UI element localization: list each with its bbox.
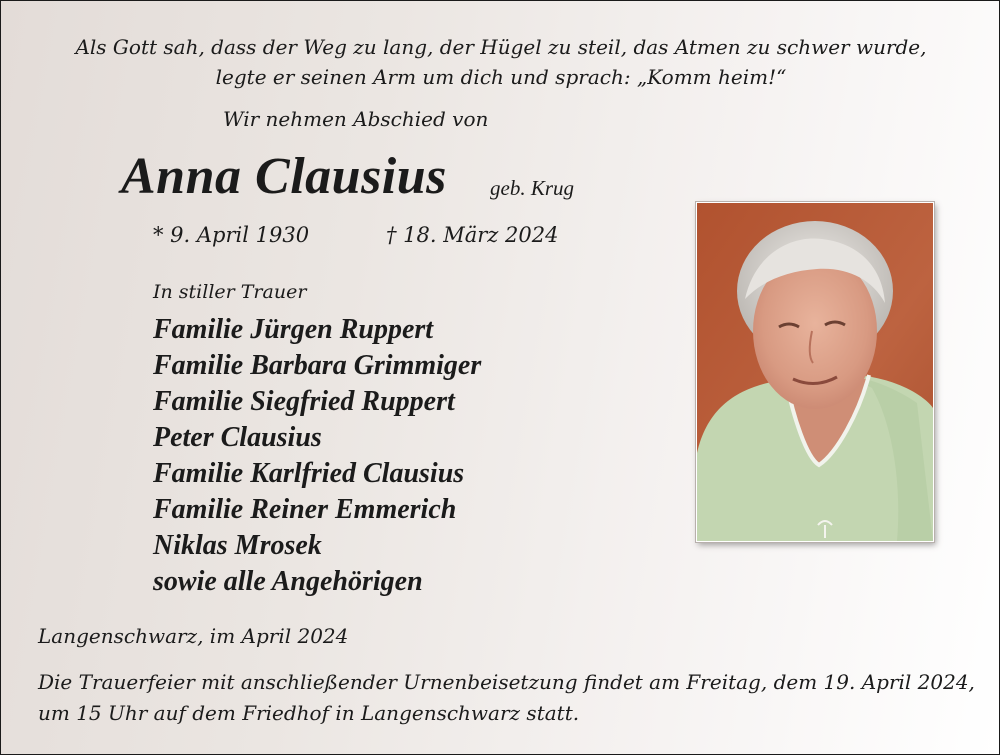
mourner-item: Niklas Mrosek	[153, 530, 322, 561]
deceased-name: Anna Clausius	[121, 148, 447, 205]
mourner-item: Familie Karlfried Clausius	[153, 458, 465, 489]
farewell-text: Wir nehmen Abschied von	[223, 107, 489, 131]
mourner-item: Familie Barbara Grimmiger	[153, 350, 482, 381]
mourner-item: sowie alle Angehörigen	[153, 566, 423, 597]
maiden-name: geb. Krug	[490, 176, 574, 200]
mourner-item: Familie Jürgen Ruppert	[153, 314, 434, 345]
birth-date: * 9. April 1930	[153, 223, 310, 247]
mourning-label: In stiller Trauer	[153, 281, 307, 303]
verse-line-1: Als Gott sah, dass der Weg zu lang, der Hügel zu steil, das Atmen zu schwer wurde,	[75, 35, 927, 59]
portrait-photo	[696, 202, 934, 542]
ceremony-info	[38, 667, 975, 729]
death-date: † 18. März 2024	[386, 223, 559, 247]
ceremony-line-2: um 15 Uhr auf dem Friedhof in Langenschwarz statt.	[38, 701, 580, 725]
mourners-list	[153, 312, 481, 600]
mourner-item: Familie Siegfried Ruppert	[153, 386, 455, 417]
mourner-item: Familie Reiner Emmerich	[153, 494, 457, 525]
ceremony-line-1: Die Trauerfeier mit anschließender Urnenbeisetzung findet am Freitag, dem 19. April 2024,	[38, 670, 975, 694]
verse	[1, 32, 1000, 92]
place-date: Langenschwarz, im April 2024	[38, 624, 349, 648]
mourner-item: Peter Clausius	[153, 422, 322, 453]
verse-line-2: legte er seinen Arm um dich und sprach: „Komm heim!“	[215, 65, 787, 89]
